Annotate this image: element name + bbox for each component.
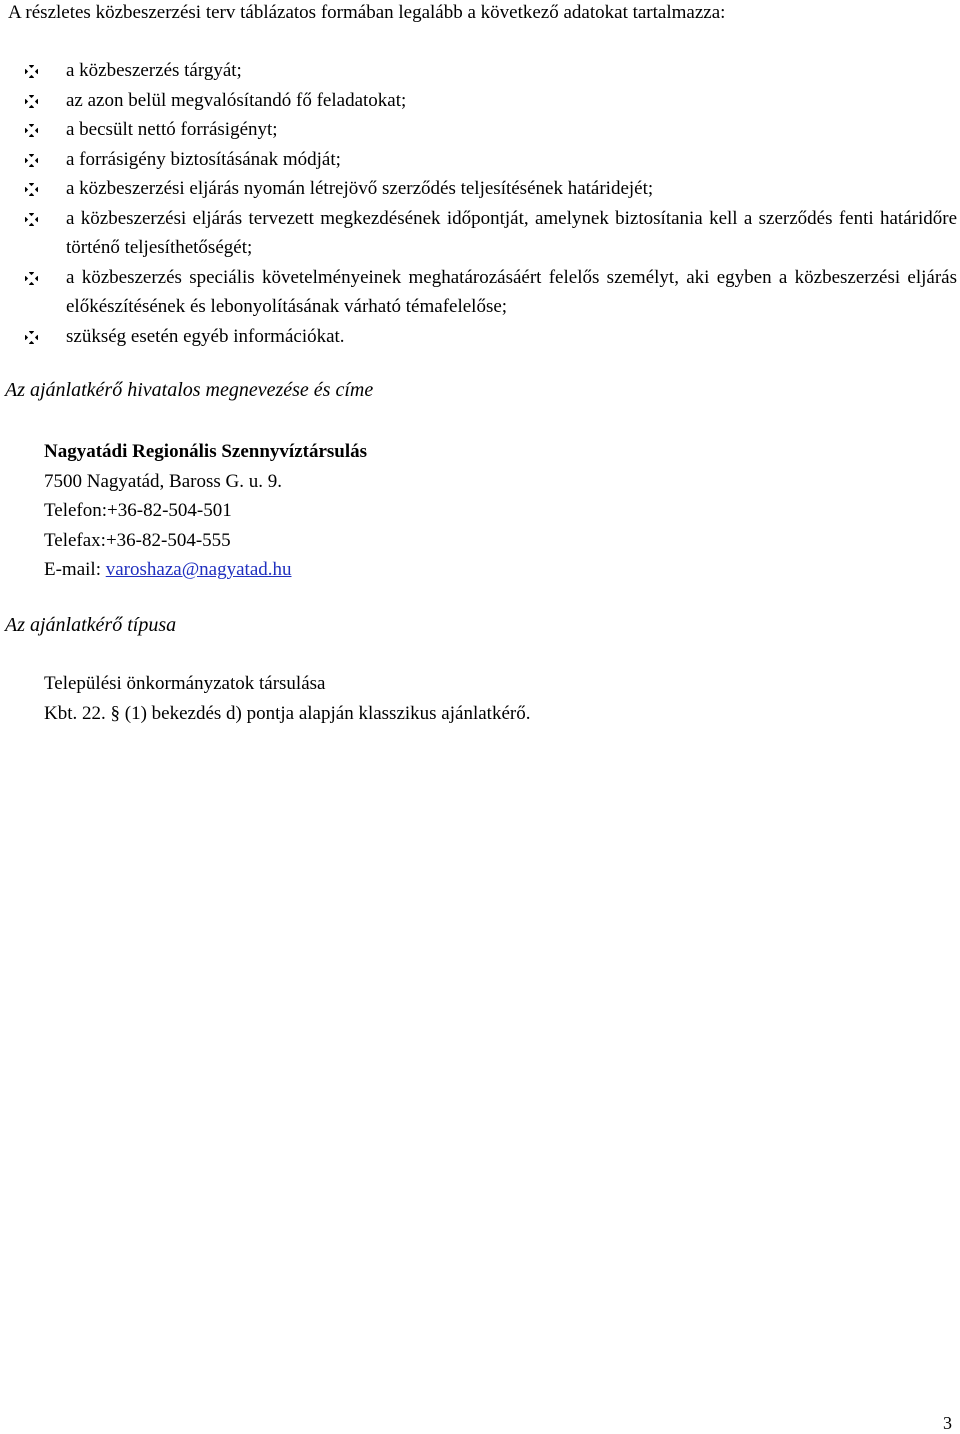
list-item-text: a közbeszerzési eljárás tervezett megkezdésének időpontját, amelynek biztosítania kell a szerződés fenti határidőre történő teljesíthetőségét; [66,207,957,258]
contracting-authority-type: Települési önkormányzatok társulása [44,673,326,694]
email-link[interactable]: varoshaza@nagyatad.hu [105,559,292,580]
list-item [0,263,960,322]
type-block [44,669,530,728]
organization-address: 7500 Nagyatád, Baross G. u. 9. [44,470,282,492]
email-label: E-mail: [44,559,106,580]
fax-number: Telefax:+36-82-504-555 [44,529,231,551]
list-item [0,86,960,116]
diamond-bullet-icon [25,65,38,78]
list-item-text: szükség esetén egyéb információkat. [66,325,345,347]
list-item-text: a forrásigény biztosításának módját; [66,148,341,170]
contact-block [44,437,367,585]
list-item [0,115,960,145]
requirements-list [0,56,960,351]
list-item-text: az azon belül megvalósítandó fő feladatokat; [66,89,407,111]
diamond-bullet-icon [25,272,38,285]
diamond-bullet-icon [25,183,38,196]
phone-number: Telefon:+36-82-504-501 [44,500,232,521]
list-item-text: a közbeszerzési eljárás nyomán létrejövő szerződés teljesítésének határidejét; [66,178,654,199]
list-item-text: a közbeszerzés tárgyát; [66,60,242,81]
list-item [0,322,960,352]
section-heading-name-address: Az ajánlatkérő hivatalos megnevezése és címe [5,379,374,401]
page-number: 3 [943,1413,952,1433]
diamond-bullet-icon [25,213,38,226]
list-item [0,56,960,86]
email-line [44,555,367,585]
section-heading-type: Az ajánlatkérő típusa [5,614,177,636]
list-item-text: a közbeszerzés speciális követelményeinek meghatározásáért felelős személyt, aki egyben a közbeszerzési eljárás előkészítésének és lebonyolításának várható témafelelőse; [66,266,957,317]
legal-basis: Kbt. 22. § (1) bekezdés d) pontja alapján klasszikus ajánlatkérő. [44,702,531,724]
diamond-bullet-icon [25,154,38,167]
list-item [0,174,960,204]
list-item [0,145,960,175]
organization-name: Nagyatádi Regionális Szennyvíztársulás [44,441,368,462]
diamond-bullet-icon [25,95,38,108]
diamond-bullet-icon [25,331,38,344]
list-item [0,204,960,263]
diamond-bullet-icon [25,124,38,137]
list-item-text: a becsült nettó forrásigényt; [66,119,278,140]
intro-paragraph: A részletes közbeszerzési terv táblázatos formában legalább a következő adatokat tartalmazza: [8,2,726,23]
